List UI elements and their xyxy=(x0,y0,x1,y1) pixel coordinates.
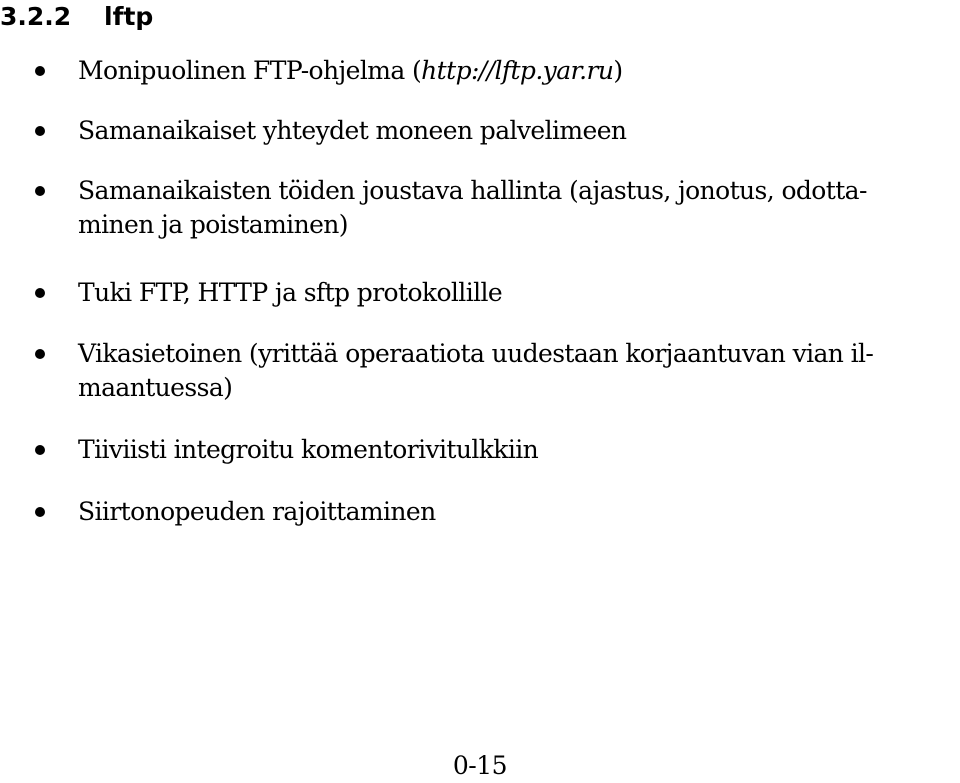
bullet-icon xyxy=(35,66,45,76)
item-text: Tiiviisti integroitu komentorivitulkkiin xyxy=(78,435,539,464)
page-number-text: 0-15 xyxy=(452,751,508,780)
bullet-icon xyxy=(35,507,45,517)
bullet-icon xyxy=(35,445,45,455)
item-text-line-1: Vikasietoinen (yrittää operaatiota uudestaan korjaantuvan vian il- xyxy=(78,339,874,368)
bullet-icon xyxy=(35,288,45,298)
section-title: lftp xyxy=(104,2,154,31)
list-item-parallel-connections xyxy=(78,114,952,148)
list-item-protocol-support xyxy=(78,276,952,310)
bullet-icon xyxy=(35,186,45,196)
item-text: Tuki FTP, HTTP ja sftp protokollille xyxy=(78,278,503,307)
section-number: 3.2.2 xyxy=(0,2,72,31)
list-item-fault-tolerance xyxy=(78,337,952,405)
bullet-icon xyxy=(35,126,45,136)
item-text-closing: ) xyxy=(613,56,623,85)
list-item-rate-limiting xyxy=(78,495,952,529)
item-text-line-2: maantuessa) xyxy=(78,373,233,402)
list-item-multipurpose-ftp xyxy=(78,54,952,88)
item-text-line-1: Samanaikaisten töiden joustava hallinta (ajastus, jonotus, odotta- xyxy=(78,176,867,205)
list-item-job-management xyxy=(78,174,952,242)
item-text: Siirtonopeuden rajoittaminen xyxy=(78,497,436,526)
list-item-shell-integration xyxy=(78,433,952,467)
item-text: Samanaikaiset yhteydet moneen palvelimeen xyxy=(78,116,627,145)
item-text: Monipuolinen FTP-ohjelma ( xyxy=(78,56,422,85)
project-url-link[interactable]: http://lftp.yar.ru xyxy=(421,56,614,85)
section-heading xyxy=(0,2,153,32)
bullet-icon xyxy=(35,349,45,359)
item-text-line-2: minen ja poistaminen) xyxy=(78,210,348,239)
